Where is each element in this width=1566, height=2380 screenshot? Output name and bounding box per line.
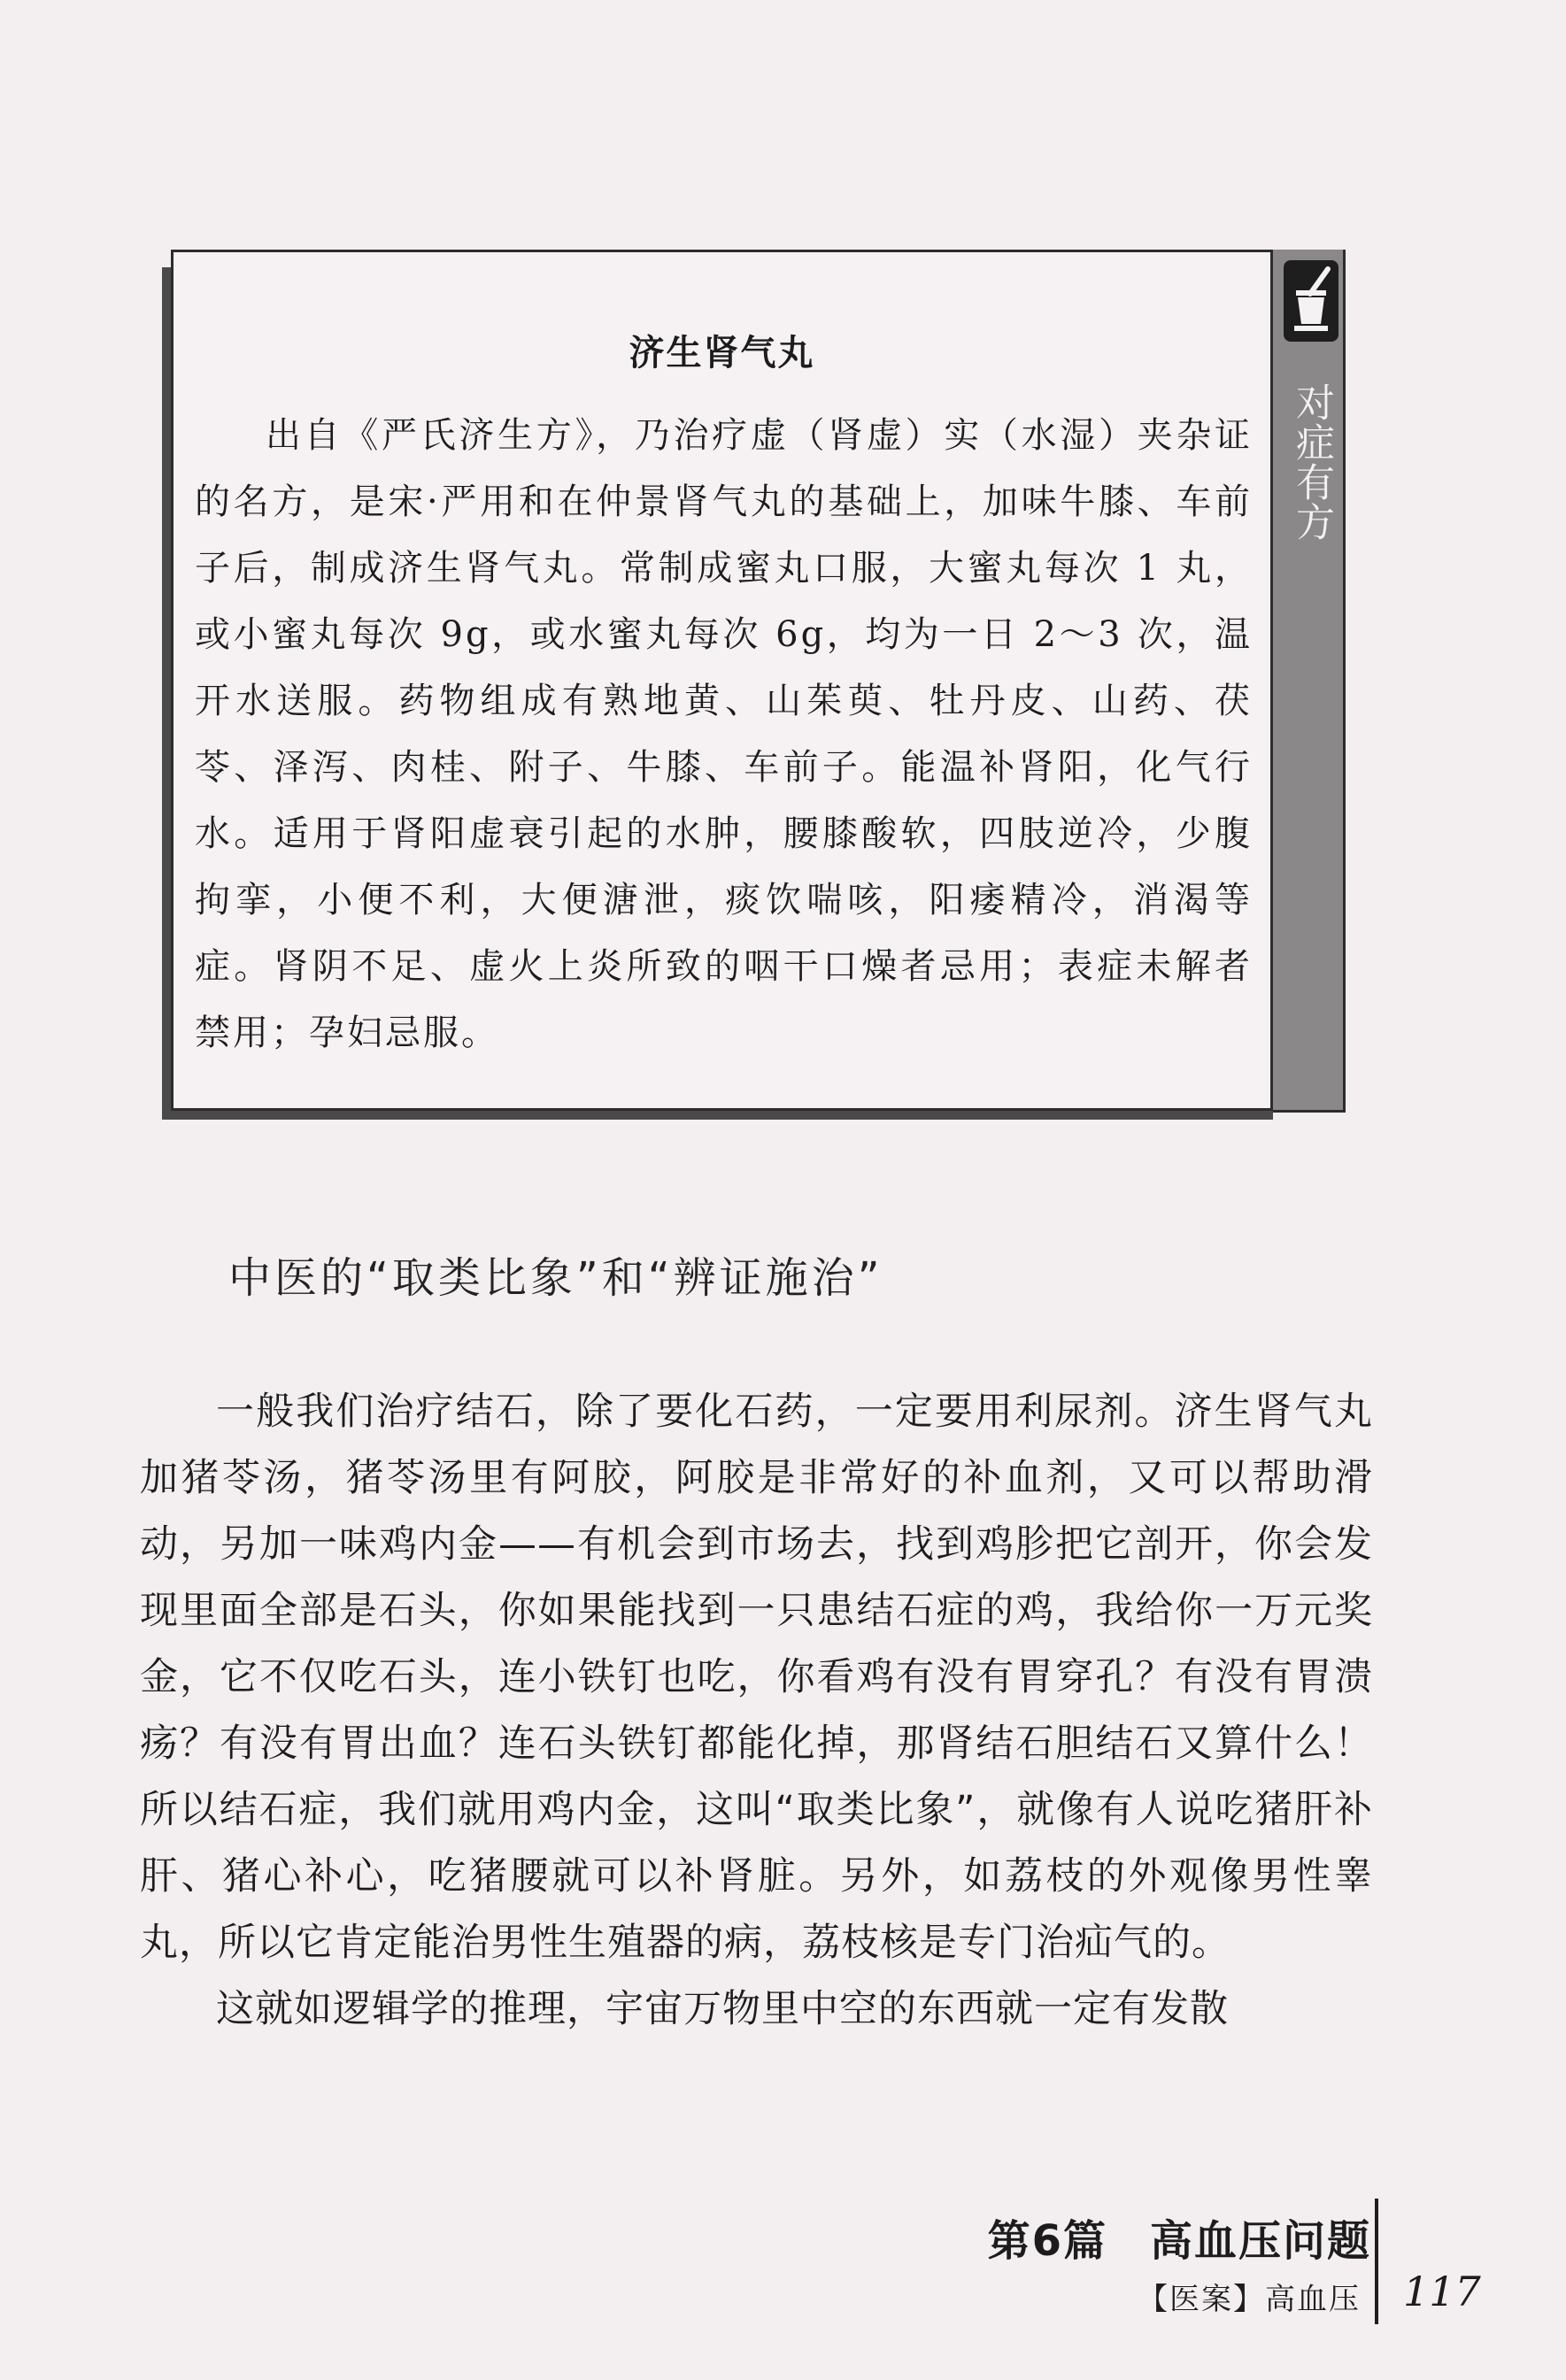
page-number: 117 — [1403, 2268, 1481, 2315]
sidebar-text: 出自《严氏济生方》，乃治疗虚（肾虚）实（水湿）夹杂证的名方，是宋·严用和在仲景肾气丸的基础上，加味牛膝、车前子后，制成济生肾气丸。常制成蜜丸口服，大蜜丸每次 1 丸，或小蜜丸每次 9g，或水蜜丸每次 6g，均为一日 2～3 次，温开水送服。药物组成有熟地黄、山茱萸、牡丹皮、山药、茯苓、泽泻、肉桂、附子、牛膝、车前子。能温补肾阳，化气行水。适用于肾阳虚衰引起的水肿，腰膝酸软，四肢逆冷，少腹拘挛，小便不利，大便溏泄，痰饮喘咳，阳痿精冷，消渴等症。肾阴不足、虚火上炎所致的咽干口燥者忌用；表症未解者禁用；孕妇忌服。 — [195, 415, 1253, 1053]
running-footer-title — [988, 2207, 1371, 2268]
tab-label: 对症有方 — [1289, 382, 1334, 542]
section-heading: 中医的“取类比象”和“辨证施治” — [228, 1253, 883, 1303]
body-paragraph: 一般我们治疗结石，除了要化石药，一定要用利尿剂。济生肾气丸加猪苓汤，猪苓汤里有阿胶，阿胶是非常好的补血剂，又可以帮助滑动，另加一味鸡内金——有机会到市场去，找到鸡胗把它剖开，你会发现里面全部是石头，你如果能找到一只患结石症的鸡，我给你一万元奖金，它不仅吃石头，连小铁钉也吃，你看鸡有没有胃穿孔？有没有胃溃疡？有没有胃出血？连石头铁钉都能化掉，那肾结石胆结石又算什么！所以结石症，我们就用鸡内金，这叫“取类比象”，就像有人说吃猪肝补肝、猪心补心，吃猪腰就可以补肾脏。另外，如荔枝的外观像男性睾丸，所以它肯定能治男性生殖器的病，荔枝核是专门治疝气的。 — [140, 1390, 1373, 1965]
body-paragraph: 这就如逻辑学的推理，宇宙万物里中空的东西就一定有发散 — [216, 1987, 1229, 2031]
sidebar-title: 济生肾气丸 — [629, 333, 815, 374]
main-body — [140, 1379, 1373, 2043]
side-tab — [1273, 250, 1346, 1113]
footer-category: 【医案】高血压 — [1138, 2282, 1361, 2317]
sidebar-box — [171, 250, 1273, 1111]
mortar-pestle-icon — [1284, 260, 1338, 342]
footer-divider — [1375, 2199, 1378, 2324]
footer-title: 高血压问题 — [1149, 2216, 1371, 2266]
footer-part: 第6篇 — [987, 2216, 1107, 2266]
